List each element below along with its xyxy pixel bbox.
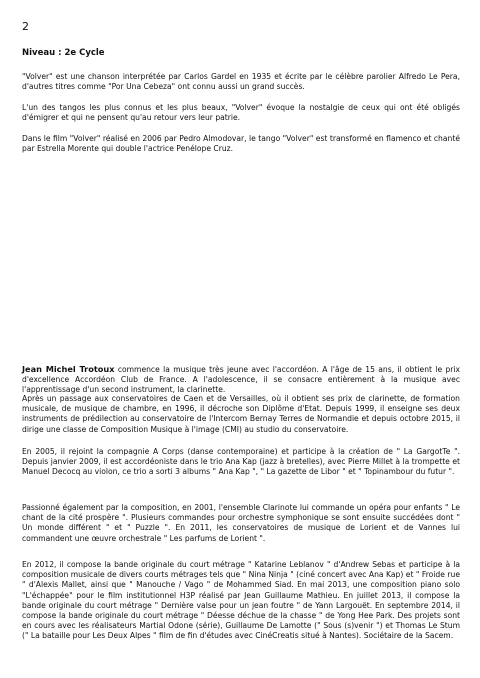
level-heading: Niveau : 2e Cycle [22, 48, 105, 58]
bio-paragraph-1b: Après un passage aux conservatoires de Caen et de Versailles, où il obtient ses prix de clarinette, de formation musicale, de musique de chambre, en 1996, il décroche son Diplôme d'Etat. Depuis 1999, il enseigne ses deux instruments de prédilection au conservatoire de l'Intercom Bernay Terres de Normandie et depuis octobre 2015, il dirige une classe de Composition Musique à l'image (CMI) au studio du conservatoire. [22, 394, 460, 434]
intro-paragraph-3: Dans le film "Volver" réalisé en 2006 par Pedro Almodovar, le tango "Volver" est transformé en flamenco et chanté par Estrella Morente qui double l'actrice Penélope Cruz. [22, 134, 460, 154]
bio-paragraph-4: En 2012, il compose la bande originale du court métrage " Katarine Leblanov " d'Andrew Sebas et participe à la composition musicale de divers courts métrages tels que " Nina Ninja " (ciné concert avec Ana Kap) et " Froide rue " d'Alexis Mallet, ainsi que " Manouche / Vago " de Mohammed Siad. En mai 2013, une composition piano solo "L'échappée" pour le film institutionnel H3P réalisé par Jean Guillaume Mathieu. En juillet 2013, il compose la bande originale du court métrage " Dernière valse pour un jean foutre " de Yann Largouët. En septembre 2014, il compose la bande originale du court métrage " Déesse déchue de la chasse " de Yong Hee Park. Des projets sont en cours avec les réalisateurs Martial Odone (série), Guillaume De Lamotte (" Sous (s)venir ") et Thomas Le Stum (" La bataille pour Les Deux Alpes " film de fin d'études avec CinéCreatis situé à Nantes). Sociétaire de la Sacem. [22, 560, 460, 641]
bio-text-1: commence la musique très jeune avec l'accordéon. A l'âge de 15 ans, il obtient le prix d'excellence Accordéon Club de France. A l'adolescence, il se consacre entièrement à la musique avec l'apprentissage d'un second instrument, la clarinette. [22, 365, 460, 395]
intro-paragraph-1: "Volver" est une chanson interprétée par Carlos Gardel en 1935 et écrite par le célèbre parolier Alfredo Le Pera, d'autres titres comme "Por Una Cebeza" ont connu aussi un grand succès. [22, 72, 460, 92]
intro-paragraph-2: L'un des tangos les plus connus et les plus beaux, "Volver" évoque la nostalgie de ceux qui ont été obligés d'émigrer et qui ne pensent qu'au retour vers leur patrie. [22, 103, 460, 123]
page-number: 2 [22, 20, 29, 33]
bio-paragraph-3: Passionné également par la composition, en 2001, l'ensemble Clarinote lui commande un opéra pour enfants " Le chant de la cité prospère ". Plusieurs commandes pour orchestre symphonique se sont ensuite succédées dont " Un monde différent " et " Puzzle ". En 2011, les conservatoires de musique de Lorient et de Vannes lui commandent une œuvre orchestrale " Les parfums de Lorient ". [22, 503, 460, 543]
bio-paragraph-1 [22, 364, 460, 396]
bio-paragraph-2: En 2005, il rejoint la compagnie A Corps (danse contemporaine) et participe à la création de " La GargotTe ". Depuis janvier 2009, il est accordéoniste dans le trio Ana Kap (jazz à bretelles), avec Pierre Millet à la trompette et Manuel Decocq au violon, ce trio a sorti 3 albums " Ana Kap ", " La gazette de Libor " et " Topinambour du futur ". [22, 447, 460, 477]
composer-name: Jean Michel Trotoux [22, 364, 115, 374]
